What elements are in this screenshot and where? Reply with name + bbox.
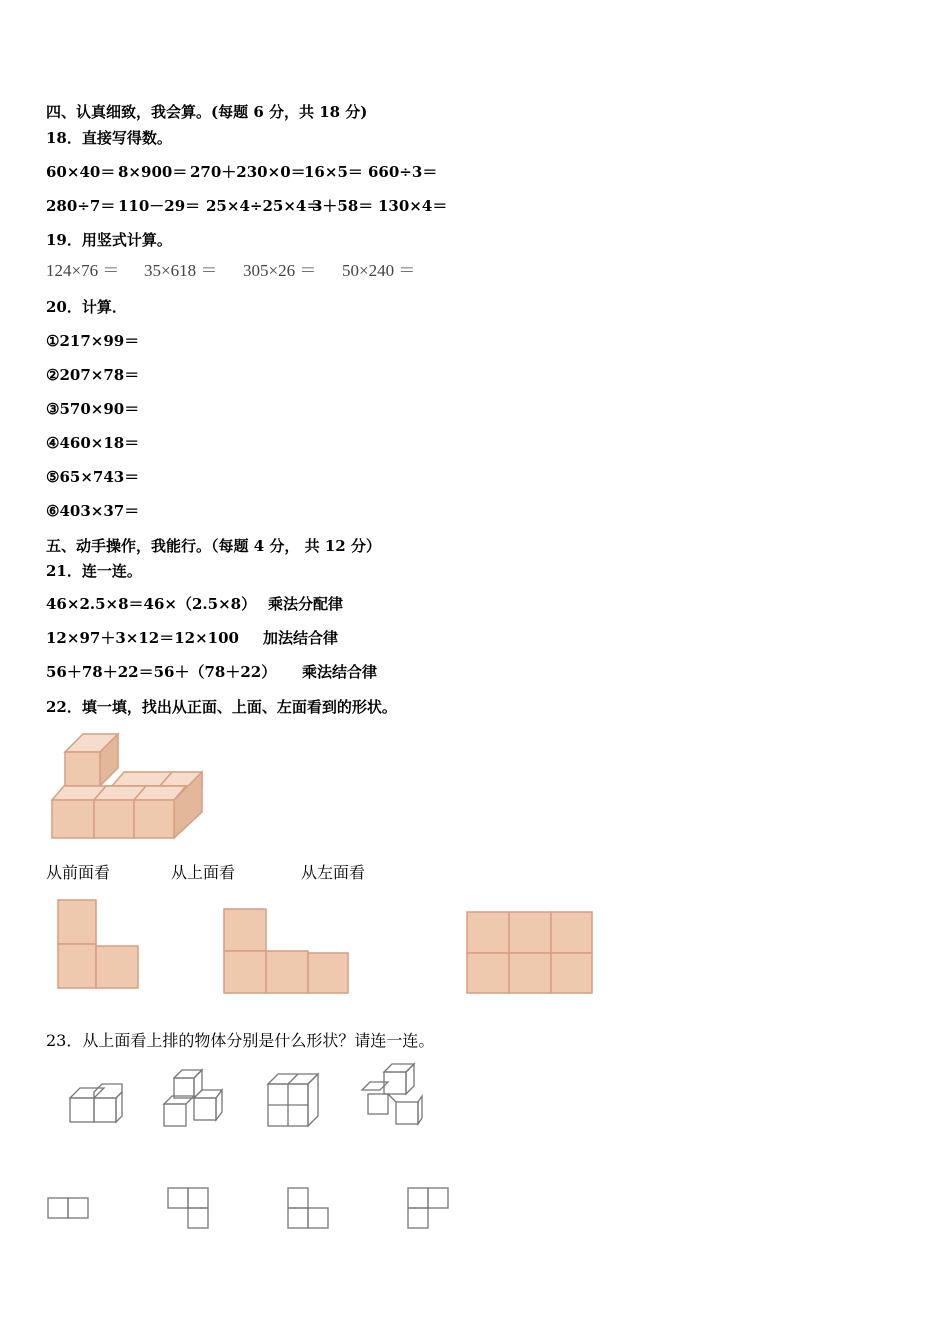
q18-item: 130×4＝ [378,197,448,215]
q23-shape-4[interactable] [406,1186,452,1230]
q18-item: 270＋230×0＝ [190,163,306,181]
q23-object-2[interactable] [160,1068,226,1130]
q21-right-item: 乘法结合律 [302,663,378,681]
q21-right-item: 乘法分配律 [268,595,344,613]
q22-cube-figure [50,732,205,840]
q23-shape-2[interactable] [166,1186,212,1230]
section-4-header: 四、认真细致，我会算。(每题 6 分，共 18 分) [46,103,368,121]
q22-view-option-c[interactable] [465,910,595,996]
section-5-header: 五、动手操作，我能行。（每题 4 分， 共 12 分） [46,537,381,555]
q18-row-2 [46,196,447,216]
q20-item: ⑥403×37＝ [46,502,140,520]
q23-object-4[interactable] [358,1060,424,1128]
q19-row [46,261,415,281]
q20-item: ②207×78＝ [46,366,140,384]
q18-item: 60×40＝ [46,163,116,181]
q23-shape-3[interactable] [286,1186,332,1230]
q22-view-option-a[interactable] [56,898,142,992]
q19-title: 19．用竖式计算。 [46,231,172,249]
q22-title: 22．填一填，找出从正面、上面、左面看到的形状。 [46,698,397,716]
q18-row-1 [46,162,437,182]
q21-right-item: 加法结合律 [263,629,339,647]
q19-item: 35×618 ＝ [144,261,218,280]
q21-left-item: 46×2.5×8＝46×（2.5×8） [46,595,257,613]
q21-title: 21．连一连。 [46,562,142,580]
q20-item: ⑤65×743＝ [46,468,140,486]
q20-item: ③570×90＝ [46,400,140,418]
q22-label-left: 从左面看 [301,863,366,882]
q22-label-top: 从上面看 [171,863,236,882]
q18-item: 3＋58＝ [312,197,374,215]
q19-item: 305×26 ＝ [243,261,317,280]
q22-view-option-b[interactable] [222,907,352,996]
q21-left-item: 12×97＋3×12＝12×100 [46,629,239,647]
q23-object-1[interactable] [66,1080,126,1128]
q20-item: ④460×18＝ [46,434,140,452]
q20-item: ①217×99＝ [46,332,140,350]
q21-left-item: 56＋78＋22＝56＋（78＋22） [46,663,277,681]
q18-title: 18．直接写得数。 [46,129,172,147]
q18-item: 8×900＝ [118,163,188,181]
q23-shape-1[interactable] [46,1196,92,1222]
q18-item: 660÷3＝ [368,163,438,181]
q19-item: 124×76 ＝ [46,261,120,280]
q22-label-front: 从前面看 [46,863,111,882]
q20-title: 20．计算． [46,298,127,316]
q23-object-3[interactable] [264,1070,322,1130]
q23-title: 23．从上面看上排的物体分别是什么形状？请连一连。 [46,1031,435,1050]
q18-item: 16×5＝ [304,163,363,181]
q18-item: 110－29＝ [118,197,201,215]
q18-item: 280÷7＝ [46,197,116,215]
q19-item: 50×240 ＝ [342,261,416,280]
q18-item: 25×4÷25×4＝ [206,197,322,215]
